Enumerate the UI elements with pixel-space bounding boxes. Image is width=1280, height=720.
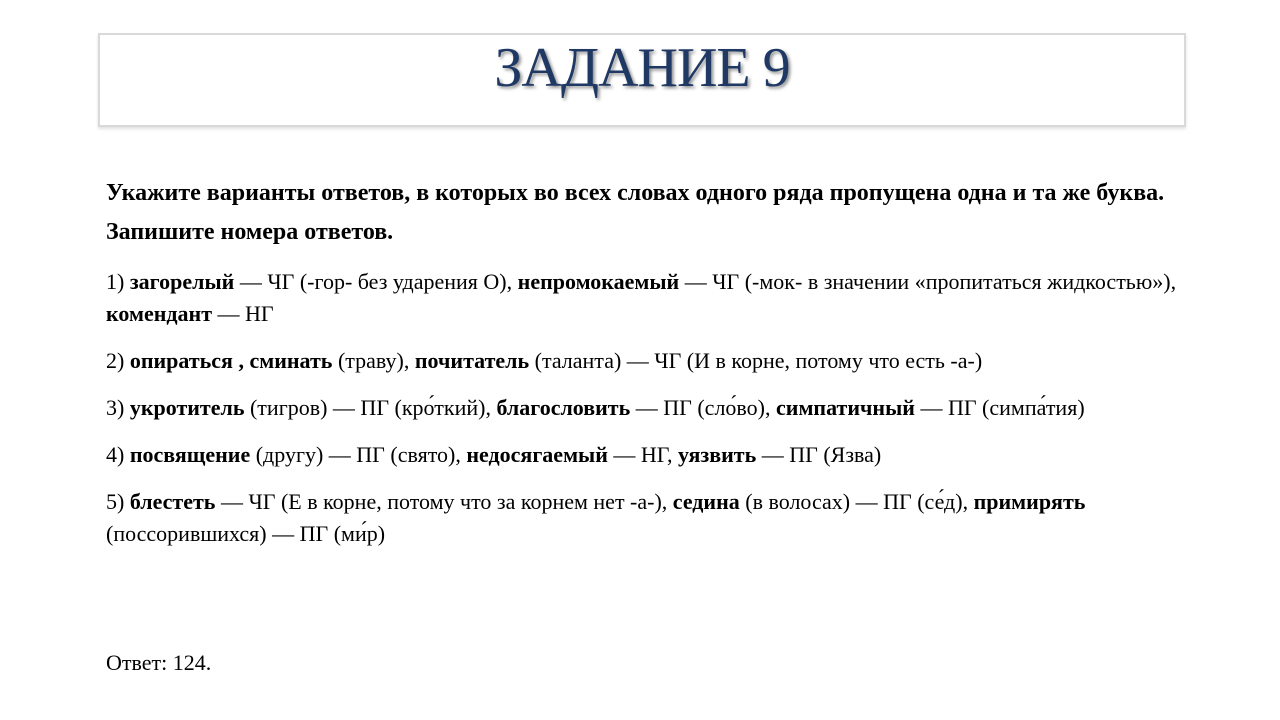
option-word: уязвить xyxy=(678,442,757,467)
option-text: (другу) — ПГ (свято), xyxy=(255,442,461,467)
option-word: укротитель xyxy=(129,395,245,420)
option-text: (траву), xyxy=(337,348,410,373)
option-word: сминать xyxy=(249,348,333,373)
option-word: посвящение xyxy=(129,442,251,467)
option-word: почитатель xyxy=(414,348,530,373)
option-3 xyxy=(106,392,1186,424)
option-text: (поссорившихся) — ПГ (ми́р) xyxy=(106,521,386,546)
option-word: блестеть xyxy=(129,489,216,514)
option-text: — ЧГ (Е в корне, потому что за корнем нет -а-), xyxy=(220,489,668,514)
task-instruction: Укажите варианты ответов, в которых во всех словах одного ряда пропущена одна и та же буква. Запишите номера ответов. xyxy=(106,180,1165,245)
option-word: благословить xyxy=(496,395,631,420)
option-number: 1) xyxy=(106,269,125,294)
answer-text: Ответ: 124. xyxy=(106,650,212,675)
option-2 xyxy=(106,345,1186,377)
option-text: — ЧГ (-гор- без ударения О), xyxy=(239,269,513,294)
option-number: 5) xyxy=(106,489,125,514)
option-word: недосягаемый xyxy=(466,442,608,467)
option-word: загорелый xyxy=(129,269,235,294)
option-text: — ПГ (Язва) xyxy=(761,442,882,467)
option-text: , xyxy=(238,348,244,373)
option-word: опираться xyxy=(129,348,233,373)
option-word: комендант xyxy=(106,301,213,326)
option-number: 2) xyxy=(106,348,125,373)
option-text: (в волосах) — ПГ (се́д), xyxy=(745,489,969,514)
option-1 xyxy=(106,266,1186,330)
option-text: — НГ, xyxy=(613,442,673,467)
option-text: (тигров) — ПГ (кро́ткий), xyxy=(249,395,491,420)
page-title: ЗАДАНИЕ 9 xyxy=(494,37,790,99)
option-text: — НГ xyxy=(217,301,274,326)
option-5 xyxy=(106,486,1186,550)
option-text: — ПГ (сло́во), xyxy=(635,395,771,420)
option-text: — ПГ (симпа́тия) xyxy=(920,395,1085,420)
option-number: 3) xyxy=(106,395,125,420)
option-text: — ЧГ (-мок- в значении «пропитаться жидкостью»), xyxy=(684,269,1177,294)
option-word: непромокаемый xyxy=(517,269,680,294)
option-word: симпатичный xyxy=(776,395,915,420)
answer-options-list xyxy=(106,266,1186,565)
title-box xyxy=(98,33,1186,127)
option-text: (таланта) — ЧГ (И в корне, потому что есть -а-) xyxy=(534,348,983,373)
option-number: 4) xyxy=(106,442,125,467)
option-4 xyxy=(106,439,1186,471)
option-word: примирять xyxy=(973,489,1086,514)
option-word: седина xyxy=(672,489,740,514)
